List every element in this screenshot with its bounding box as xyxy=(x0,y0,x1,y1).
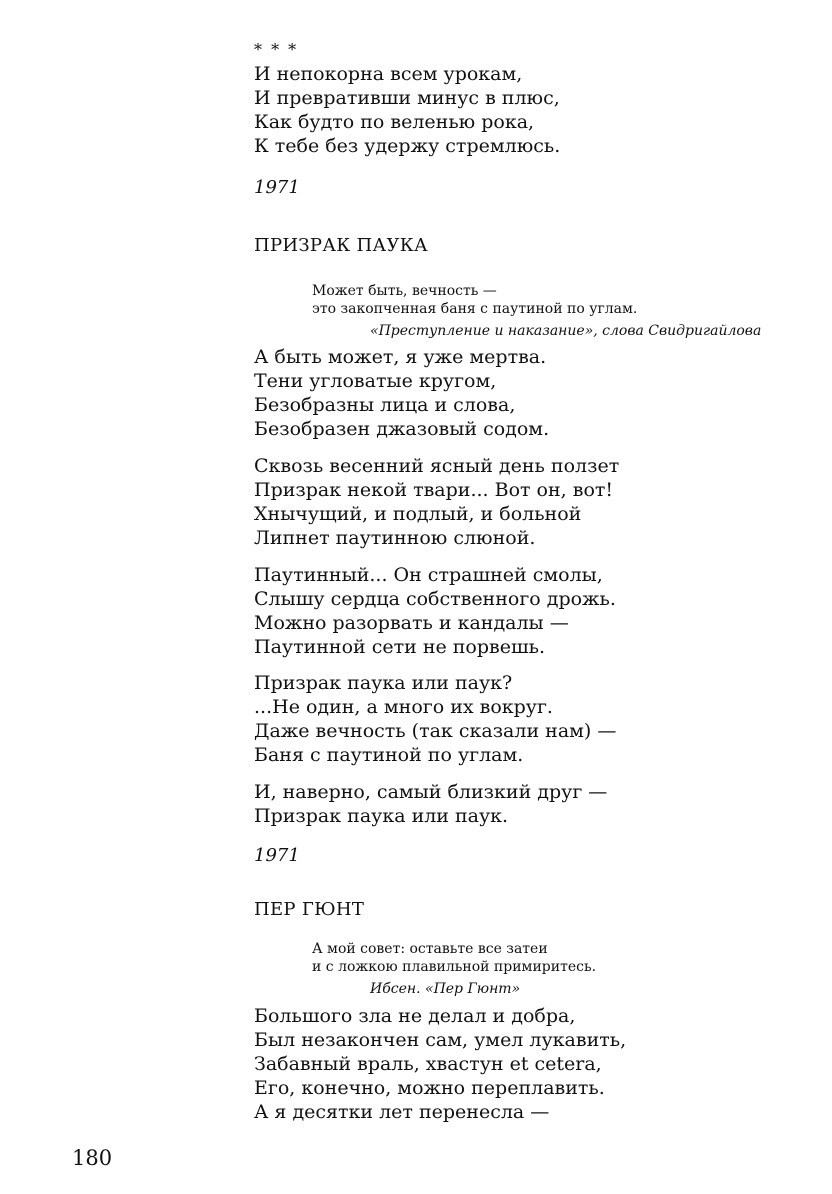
poem2-stanza4-line3: Даже вечность (так сказали нам) — xyxy=(254,720,617,742)
poem3-line-1: Большого зла не делал и добра, xyxy=(254,1005,576,1027)
poem2-stanza4-line1: Призрак паука или паук? xyxy=(254,672,513,694)
poem2-stanza1-line1: А быть может, я уже мертва. xyxy=(254,346,547,368)
poem3-epigraph-attribution: Ибсен. «Пер Гюнт» xyxy=(370,981,521,997)
poem1-line-4: К тебе без удержу стремлюсь. xyxy=(254,135,561,157)
poem2-epigraph-line-2: это закопченная баня с паутиной по углам. xyxy=(312,301,638,317)
poem2-stanza2-line2: Призрак некой твари... Вот он, вот! xyxy=(254,479,614,501)
poem2-stanza3-line1: Паутинный... Он страшней смолы, xyxy=(254,564,603,586)
poem3-epigraph-line-2: и с ложкою плавильной примиритесь. xyxy=(312,959,597,975)
poem2-epigraph-line-1: Может быть, вечность — xyxy=(312,283,497,299)
poem3-line-3: Забавный враль, хвастун et cetera, xyxy=(254,1053,602,1075)
poem1-line-3: Как будто по веленью рока, xyxy=(254,111,535,133)
poem2-stanza2-line1: Сквозь весенний ясный день ползет xyxy=(254,455,620,477)
poem2-stanza5-line1: И, наверно, самый близкий друг — xyxy=(254,781,608,803)
poem1-year: 1971 xyxy=(254,177,300,198)
poem2-stanza4-line4: Баня с паутиной по углам. xyxy=(254,744,524,766)
poem1-line-2: И превративши минус в плюс, xyxy=(254,87,560,109)
poem3-title: ПЕР ГЮНТ xyxy=(254,899,365,920)
poem2-stanza2-line3: Хнычущий, и подлый, и больной xyxy=(254,503,582,525)
poem2-stanza3-line3: Можно разорвать и кандалы — xyxy=(254,612,569,634)
poem2-stanza3-line4: Паутинной сети не порвешь. xyxy=(254,636,546,658)
poem1-line-1: И непокорна всем урокам, xyxy=(254,63,523,85)
poem2-stanza5-line2: Призрак паука или паук. xyxy=(254,805,509,827)
poem2-stanza4-line2: ...Не один, а много их вокруг. xyxy=(254,696,553,718)
poem3-epigraph-line-1: А мой совет: оставьте все затеи xyxy=(312,941,548,957)
poem2-year: 1971 xyxy=(254,845,300,866)
page-number: 180 xyxy=(72,1146,113,1170)
poem2-stanza1-line2: Тени угловатые кругом, xyxy=(254,370,497,392)
poem3-line-4: Его, конечно, можно переплавить. xyxy=(254,1077,605,1099)
poem2-stanza2-line4: Липнет паутинною слюной. xyxy=(254,527,536,549)
poem3-line-5: А я десятки лет перенесла — xyxy=(254,1101,550,1123)
poem2-title: ПРИЗРАК ПАУКА xyxy=(254,235,428,256)
poem2-stanza3-line2: Слышу сердца собственного дрожь. xyxy=(254,588,616,610)
poem2-epigraph-attribution: «Преступление и наказание», слова Свидригайлова xyxy=(370,323,762,339)
poem3-line-2: Был незакончен сам, умел лукавить, xyxy=(254,1029,627,1051)
poem2-stanza1-line4: Безобразен джазовый содом. xyxy=(254,418,550,440)
section-separator-stars: * * * xyxy=(254,40,299,59)
poem2-stanza1-line3: Безобразны лица и слова, xyxy=(254,394,516,416)
